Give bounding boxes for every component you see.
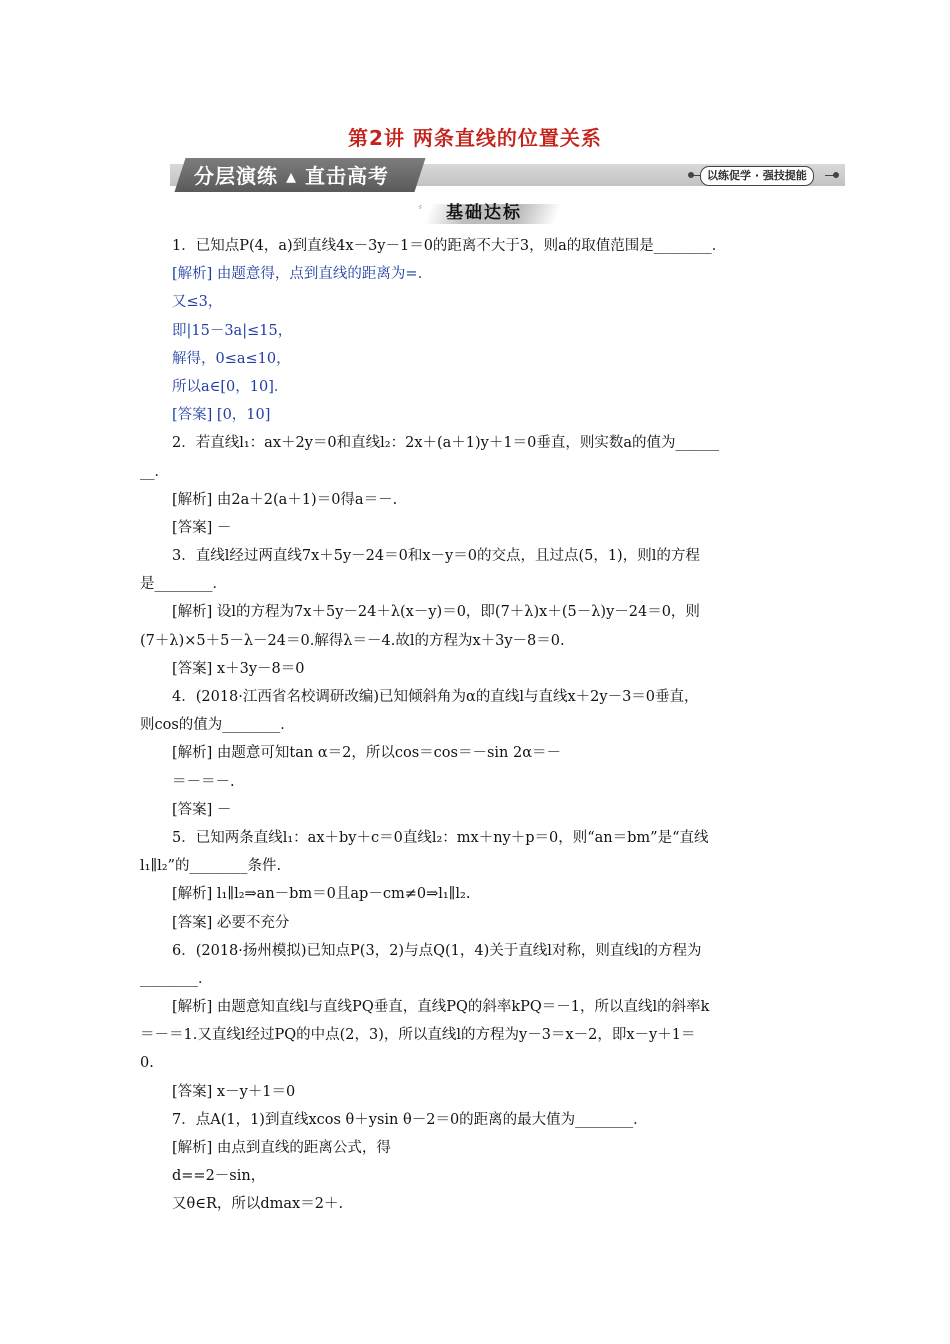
exercise-content: [140, 232, 812, 1219]
text-line: [答案] [0，10]: [172, 407, 271, 424]
text-line: [解析] 设l的方程为7x＋5y－24＋λ(x－y)＝0，即(7＋λ)x＋(5－λ)y－24＝0，则: [172, 604, 700, 621]
banner-dot-icon: [833, 172, 839, 178]
text-line: [解析] 由题意得，点到直线的距离为=.: [172, 266, 423, 283]
banner-tag: 以练促学 · 强技提能: [700, 166, 814, 186]
text-line: [解析] 由点到直线的距离公式，得: [172, 1140, 391, 1156]
text-line: ________．: [140, 970, 213, 987]
page-title: 第2讲 两条直线的位置关系: [348, 126, 602, 150]
text-line: 又≤3，: [172, 294, 223, 311]
text-line: (7＋λ)×5＋5－λ－24＝0.解得λ＝－4.故l的方程为x＋3y－8＝0.: [140, 632, 565, 649]
text-line: 4．(2018·江西省名校调研改编)已知倾斜角为α的直线l与直线x＋2y－3＝0垂直，: [172, 689, 699, 705]
text-line: [答案] x－y＋1＝0: [172, 1083, 296, 1100]
text-line: l₁∥l₂”的________条件.: [140, 858, 282, 875]
text-line: 又θ∈R，所以dmax＝2＋.: [172, 1196, 344, 1213]
text-line: 1．已知点P(4，a)到直线4x－3y－1＝0的距离不大于3，则a的取值范围是________．: [172, 238, 727, 254]
banner-main-text: 分层演练 ▴ 直击高考: [194, 164, 389, 188]
text-line: [解析] l₁∥l₂⇒an－bm＝0且ap－cm≠0⇒l₁∥l₂.: [172, 886, 471, 903]
text-line: 0.: [140, 1055, 154, 1072]
text-line: [答案] x＋3y－8＝0: [172, 660, 305, 677]
text-line: 解得，0≤a≤10，: [172, 350, 291, 367]
text-line: 5．已知两条直线l₁：ax＋by＋c＝0直线l₂：mx＋ny＋p＝0，则“an＝bm”是“直线: [172, 829, 709, 846]
text-line: [解析] 由题意可知tan α＝2，所以cos＝cos＝－sin 2α＝－: [172, 745, 561, 762]
text-line: 是________．: [140, 576, 227, 593]
text-line: __．: [140, 463, 169, 480]
text-line: [答案] 必要不充分: [172, 914, 290, 931]
text-line: 7．点A(1，1)到直线xcos θ＋ysin θ－2＝0的距离的最大值为________．: [172, 1111, 648, 1128]
text-line: 3．直线l经过两直线7x＋5y－24＝0和x－y＝0的交点，且过点(5，1)，则l的方程: [172, 548, 700, 565]
text-line: ＝－＝－.: [172, 773, 235, 790]
text-line: [解析] 由2a＋2(a＋1)＝0得a＝－.: [172, 491, 398, 508]
text-line: 即|15－3a|≤15，: [172, 322, 293, 339]
section-heading: [418, 201, 560, 226]
text-line: d==2－sin，: [172, 1168, 266, 1185]
banner-tag-line-left: [692, 175, 700, 176]
section-decoration-icon: 〞: [418, 206, 428, 217]
text-line: 所以a∈[0，10]．: [172, 378, 289, 395]
text-line: 2．若直线l₁：ax＋2y＝0和直线l₂：2x＋(a＋1)y＋1＝0垂直，则实数a的值为______: [172, 435, 719, 452]
text-line: [答案] －: [172, 519, 232, 536]
text-line: 6．(2018·扬州模拟)已知点P(3，2)与点Q(1，4)关于直线l对称，则直线l的方程为: [172, 942, 702, 959]
text-line: ＝－＝1.又直线l经过PQ的中点(2，3)，所以直线l的方程为y－3＝x－2，即x－y＋1＝: [140, 1027, 696, 1044]
text-line: [答案] －: [172, 801, 232, 818]
text-line: [解析] 由题意知直线l与直线PQ垂直，直线PQ的斜率kPQ＝－1，所以直线l的斜率k: [172, 999, 710, 1016]
text-line: 则cos的值为________．: [140, 717, 295, 734]
section-heading-label: 基础达标: [446, 203, 522, 223]
